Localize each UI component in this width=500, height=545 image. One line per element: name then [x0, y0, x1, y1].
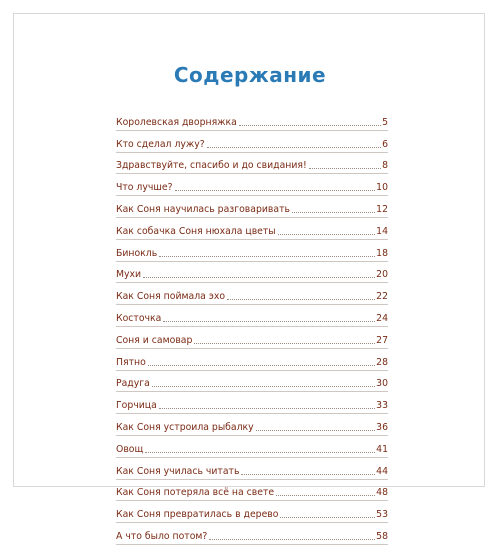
toc-row-page-number: 5	[382, 116, 388, 128]
toc-row-title: Как Соня поймала эхо	[116, 291, 226, 303]
toc-row-page-number: 28	[376, 356, 388, 368]
dot-leader	[148, 364, 375, 366]
dot-leader	[145, 451, 375, 453]
toc-row	[116, 477, 388, 499]
toc-row-page-number: 6	[382, 138, 388, 150]
toc-row-title: Радуга	[116, 378, 150, 390]
toc-row-title: Королевская дворняжка	[116, 116, 237, 128]
toc-row	[116, 498, 388, 520]
toc-row-title: Как Соня устроила рыбалку	[116, 421, 254, 433]
table-of-contents	[116, 106, 388, 542]
toc-row-title: Как Соня училась читать	[116, 465, 240, 477]
toc-row	[116, 106, 388, 128]
toc-row	[116, 128, 388, 150]
dot-leader	[309, 167, 381, 169]
dot-leader	[256, 429, 375, 431]
toc-row	[116, 433, 388, 455]
toc-row-title: Как Соня потеряла всё на свете	[116, 487, 275, 499]
toc-row	[116, 171, 388, 193]
dot-leader	[227, 298, 375, 300]
toc-row-title: Бинокль	[116, 247, 158, 259]
toc-row	[116, 346, 388, 368]
dot-leader	[159, 407, 375, 409]
dot-leader	[175, 189, 376, 191]
toc-row-page-number: 27	[376, 334, 388, 346]
toc-row-page-number: 24	[376, 312, 388, 324]
dot-leader	[280, 516, 375, 518]
dot-leader	[207, 146, 381, 148]
toc-row	[116, 215, 388, 237]
toc-row	[116, 150, 388, 172]
toc-row-title: Как собачка Соня нюхала цветы	[116, 225, 276, 237]
toc-row-page-number: 33	[376, 400, 388, 412]
dot-leader	[163, 320, 375, 322]
toc-row	[116, 259, 388, 281]
toc-row	[116, 389, 388, 411]
toc-row-title: Овощ	[116, 443, 144, 455]
toc-row	[116, 280, 388, 302]
dot-leader	[152, 385, 375, 387]
toc-row-title: Здравствуйте, спасибо и до свидания!	[116, 160, 307, 172]
toc-row-title: Как Соня научилась разговаривать	[116, 203, 290, 215]
toc-row	[116, 368, 388, 390]
dot-leader	[276, 494, 375, 496]
toc-row-title: Пятно	[116, 356, 146, 368]
toc-row-page-number: 14	[376, 225, 388, 237]
page-title: Содержание	[173, 63, 327, 87]
toc-row-page-number: 41	[376, 443, 388, 455]
toc-row	[116, 324, 388, 346]
toc-row	[116, 411, 388, 433]
toc-row-title: Кто сделал лужу?	[116, 138, 205, 150]
toc-row-page-number: 18	[376, 247, 388, 259]
toc-row	[116, 520, 388, 542]
toc-row	[116, 302, 388, 324]
dot-leader	[278, 233, 376, 235]
toc-row-title: Что лучше?	[116, 182, 173, 194]
dot-leader	[292, 211, 375, 213]
toc-row-title: Как Соня превратилась в дерево	[116, 509, 279, 521]
toc-row-page-number: 58	[376, 530, 388, 542]
toc-row-title: Мухи	[116, 269, 142, 281]
toc-row	[116, 193, 388, 215]
dot-leader	[143, 276, 375, 278]
toc-row-page-number: 20	[376, 269, 388, 281]
dot-leader	[241, 473, 375, 475]
toc-row-page-number: 53	[376, 509, 388, 521]
toc-row	[116, 455, 388, 477]
toc-row	[116, 237, 388, 259]
toc-row-page-number: 10	[376, 182, 388, 194]
dot-leader	[239, 124, 381, 126]
toc-row-page-number: 8	[382, 160, 388, 172]
book-page	[13, 13, 485, 542]
dot-leader	[209, 538, 375, 540]
toc-row-page-number: 22	[376, 291, 388, 303]
toc-row-page-number: 44	[376, 465, 388, 477]
toc-row-page-number: 12	[376, 203, 388, 215]
toc-row-title: А что было потом?	[116, 530, 208, 542]
toc-row-title: Косточка	[116, 312, 162, 324]
toc-row-page-number: 48	[376, 487, 388, 499]
dot-leader	[159, 255, 375, 257]
toc-row-page-number: 36	[376, 421, 388, 433]
toc-row-title: Соня и самовар	[116, 334, 193, 346]
dot-leader	[194, 342, 375, 344]
toc-row-page-number: 30	[376, 378, 388, 390]
toc-row-title: Горчица	[116, 400, 157, 412]
